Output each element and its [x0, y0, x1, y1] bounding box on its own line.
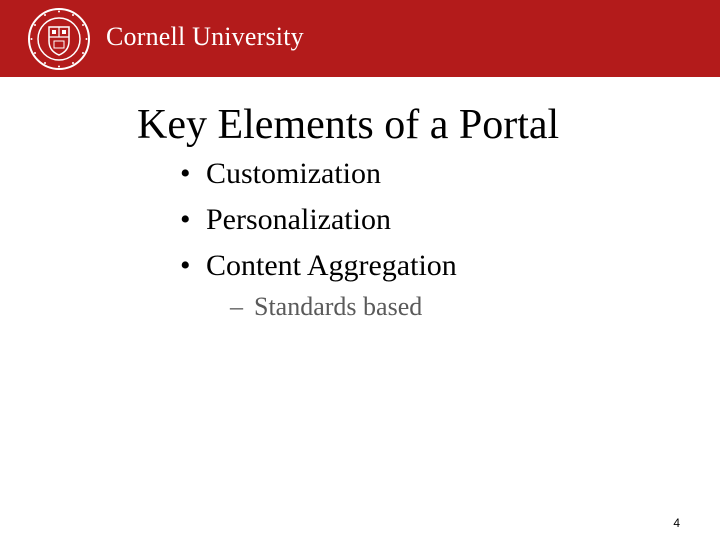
bullet-mark: • — [180, 157, 191, 190]
bullet-item — [180, 243, 457, 289]
bullet-item — [180, 151, 457, 197]
bullet-item — [180, 197, 457, 243]
university-wordmark: Cornell University — [106, 22, 304, 51]
sub-bullet-item — [230, 287, 422, 327]
cornell-seal-icon — [27, 7, 91, 71]
header-bar — [0, 0, 720, 77]
bullet-mark: • — [180, 203, 191, 236]
sub-bullet-mark: – — [230, 292, 243, 321]
slide-title: Key Elements of a Portal — [137, 102, 560, 148]
bullet-text: Content Aggregation — [206, 249, 457, 282]
sub-bullet-text: Standards based — [254, 292, 423, 321]
bullet-mark: • — [180, 249, 191, 282]
bullet-text: Personalization — [206, 203, 391, 236]
bullet-list — [180, 151, 457, 289]
page-number: 4 — [673, 516, 680, 530]
bullet-text: Customization — [206, 157, 381, 190]
